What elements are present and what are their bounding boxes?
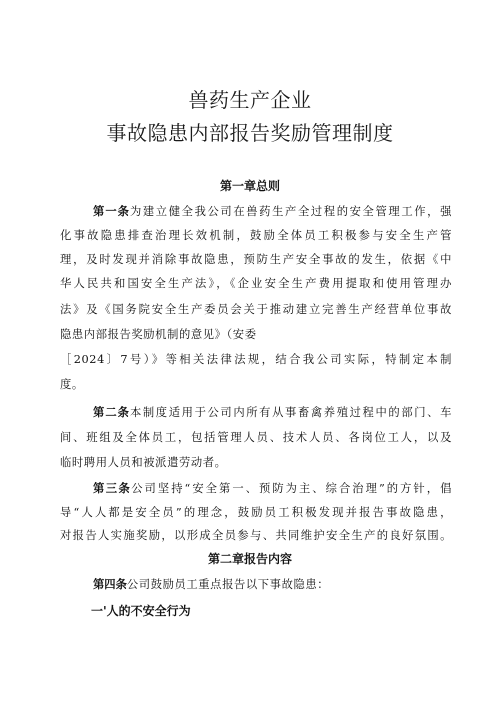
article-4-number: 第四条 [93, 578, 127, 591]
list-item-1: 一'人的不安全行为 [91, 604, 191, 618]
document-title-line-1: 兽药生产企业 [188, 88, 312, 112]
article-1-line-5: 法》及《国务院安全生产委员会关于推动建立完善生产经营单位事故 [60, 303, 452, 316]
article-3-number: 第三条 [93, 482, 132, 495]
article-1-line-6: 隐患内部报告奖励机制的意见》（安委 [60, 328, 257, 341]
article-1-line-1 [93, 204, 452, 220]
article-1-line-2: 化事故隐患排查治理长效机制，鼓励全体员工积极参与安全生产管 [60, 229, 452, 242]
article-4-line-1 [93, 577, 452, 593]
chapter-heading-2: 第二章报告内容 [207, 552, 292, 566]
article-2-number: 第二条 [93, 406, 130, 419]
article-3-line-1 [93, 481, 452, 497]
article-4-text: 公司鼓励员工重点报告以下事故隐患： [126, 578, 330, 591]
article-3-text: 公司坚持“安全第一、预防为主、综合治理”的方针，倡 [131, 482, 452, 495]
article-3-line-3: 对报告人实施奖励，以形成全员参与、共同维护安全生产的良好氛围。 [60, 529, 452, 542]
article-2-text: 本制度适用于公司内所有从事畜禽养殖过程中的部门、车 [129, 406, 452, 419]
chapter-heading-1: 第一章总则 [219, 179, 280, 193]
article-2-line-1 [93, 405, 452, 421]
article-1-line-3: 理，及时发现并消除事故隐患，预防生产安全事故的发生，依据《中 [60, 253, 452, 266]
article-1-number: 第一条 [93, 205, 130, 218]
article-3-line-2: 导“人人都是安全员”的理念，鼓励员工积极发现并报告事故隐患， [60, 506, 452, 519]
article-1-line-7: ［2024〕7号）》等相关法律法规，结合我公司实际，特制定本制 [60, 353, 452, 366]
article-1-line-8: 度。 [60, 378, 84, 391]
document-title-line-2: 事故隐患内部报告奖励管理制度 [106, 121, 394, 145]
article-2-line-3: 临时聘用人员和被派遣劳动者。 [60, 456, 227, 469]
article-1-text: 为建立健全我公司在兽药生产全过程的安全管理工作，强 [129, 205, 452, 218]
article-1-line-4: 华人民共和国安全生产法》，《企业安全生产费用提取和使用管理办 [60, 277, 452, 290]
article-2-line-2: 间、班组及全体员工，包括管理人员、技术人员、各岗位工人，以及 [60, 431, 452, 444]
